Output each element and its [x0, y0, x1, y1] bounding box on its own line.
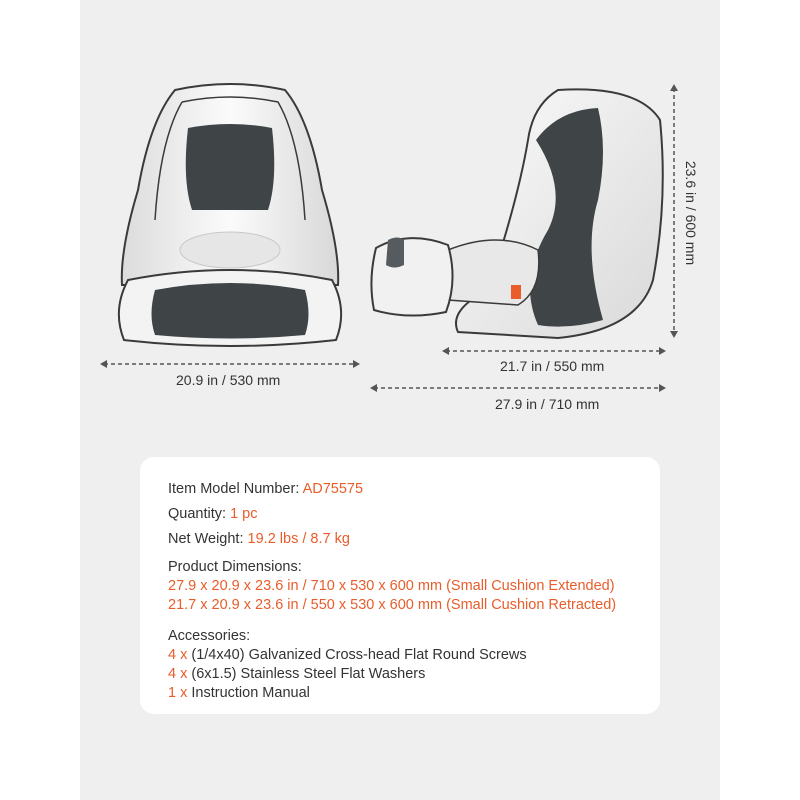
accessory-item: [168, 665, 634, 684]
front-width-arrow: [100, 358, 360, 370]
side-depth-retracted-label: 21.7 in / 550 mm: [500, 358, 605, 374]
dimensions-extended: 27.9 x 20.9 x 23.6 in / 710 x 530 x 600 mm (Small Cushion Extended): [168, 578, 615, 594]
quantity-row: [168, 505, 634, 524]
side-depth-extended-arrow: [370, 382, 666, 394]
accessory-text: (1/4x40) Galvanized Cross-head Flat Round Screws: [191, 647, 527, 663]
quantity-value: 1 pc: [230, 506, 258, 522]
front-width-label: 20.9 in / 530 mm: [176, 372, 281, 388]
model-label: Item Model Number:: [168, 481, 300, 497]
side-seat-image: [368, 80, 668, 345]
accessory-item: [168, 646, 634, 665]
model-value: AD75575: [302, 481, 364, 497]
front-seat-image: [100, 80, 360, 350]
spec-card: [140, 457, 660, 714]
accessory-text: (6x1.5) Stainless Steel Flat Washers: [191, 666, 426, 682]
accessory-qty: 1 x: [168, 685, 188, 701]
accessory-qty: 4 x: [168, 647, 188, 663]
accessory-text: Instruction Manual: [191, 685, 310, 701]
height-arrow: [668, 84, 680, 338]
weight-label: Net Weight:: [168, 531, 244, 547]
side-depth-extended-label: 27.9 in / 710 mm: [495, 396, 600, 412]
accessory-item: [168, 684, 634, 703]
quantity-label: Quantity:: [168, 506, 227, 522]
weight-row: [168, 530, 634, 549]
side-depth-retracted-arrow: [442, 345, 666, 357]
weight-value: 19.2 lbs / 8.7 kg: [247, 531, 350, 547]
accessory-qty: 4 x: [168, 666, 188, 682]
dimensions-retracted: 21.7 x 20.9 x 23.6 in / 550 x 530 x 600 mm (Small Cushion Retracted): [168, 597, 617, 613]
height-label: 23.6 in / 600 mm: [683, 160, 699, 266]
model-row: [168, 480, 634, 499]
accessories-label: Accessories:: [168, 628, 251, 644]
dimensions-label: Product Dimensions:: [168, 559, 302, 575]
